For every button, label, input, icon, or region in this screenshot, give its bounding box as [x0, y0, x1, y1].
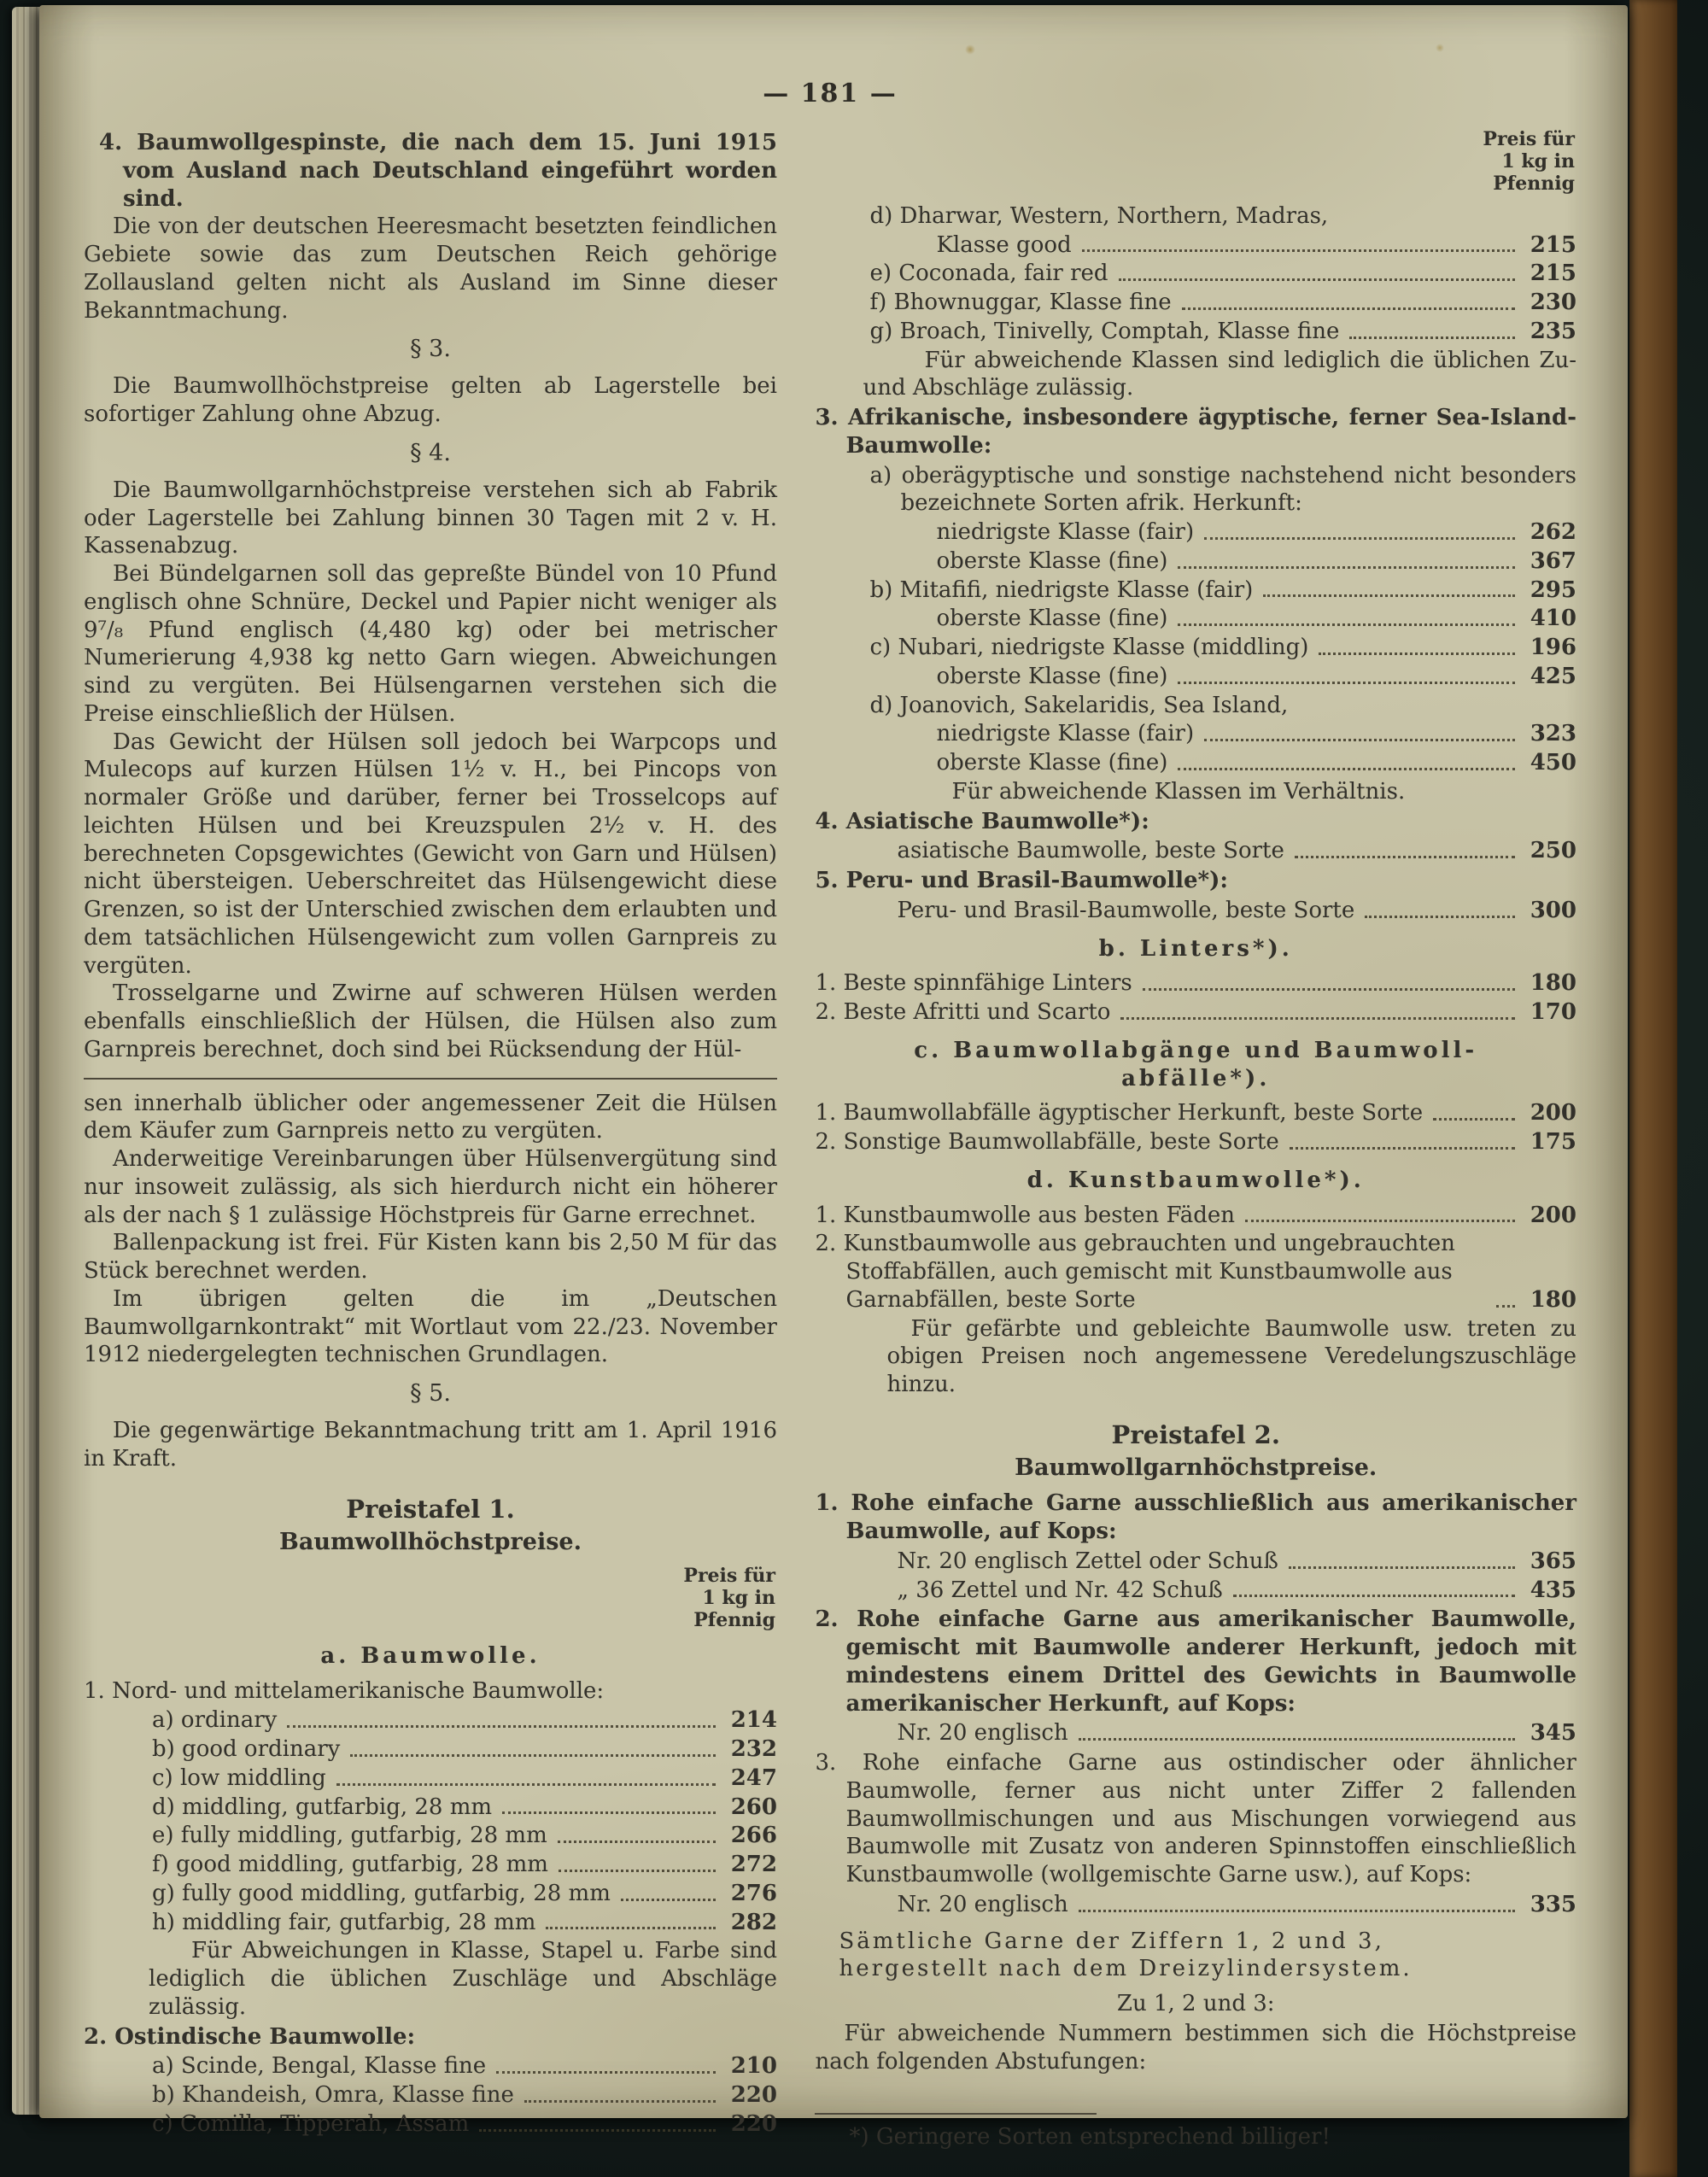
kunstbaumwolle-note: Für gefärbte und gebleichte Baumwolle usw. treten zu obigen Preisen noch angemessene Veredelungszuschläge hinzu.: [886, 1315, 1576, 1398]
dot-leader: [1079, 1738, 1515, 1741]
dot-leader: [1178, 768, 1515, 770]
price-label: e) Coconada, fair red: [869, 260, 1108, 287]
price-value: 220: [730, 2082, 777, 2109]
price-table-1-title: Preistafel 1.: [346, 1494, 515, 1524]
price-table-2-subtitle: Baumwollgarnhöchstpreise.: [1015, 1454, 1378, 1482]
price-row: [84, 1822, 777, 1850]
price-row: [815, 605, 1576, 633]
price-label: 2. Kunstbaumwolle aus gebrauchten und ungebrauchten Stoffabfällen, auch gemischt mit Kunstbaumwolle aus Garnabfällen, beste Sorte: [815, 1231, 1455, 1313]
price-label: niedrigste Klasse (fair): [936, 519, 1195, 546]
dot-leader: [1289, 1566, 1515, 1569]
continuation-paragraph-1: sen innerhalb üblicher oder angemessener Zeit die Hülsen dem Käufer zum Garnpreis netto zu vergüten.: [84, 1090, 777, 1144]
price-label: 1. Kunstbaumwolle aus besten Fäden: [815, 1202, 1236, 1228]
price-label: oberste Klasse (fine): [936, 750, 1168, 776]
dot-leader: [1295, 856, 1515, 858]
book-page-edges: [12, 7, 41, 2115]
left-column: [84, 129, 777, 2139]
price-label: Peru- und Brasil-Baumwolle, beste Sorte: [897, 897, 1355, 923]
section-3-text: Die Baumwollhöchstpreise gelten ab Lagerstelle bei sofortiger Zahlung ohne Abzug.: [84, 373, 777, 428]
price-unit-header: [84, 1565, 775, 1632]
closing-line-1: Sämtliche Garne der Ziffern 1, 2 und 3,: [839, 1928, 1384, 1954]
dot-leader: [559, 1870, 716, 1872]
price-row: [815, 1099, 1576, 1127]
group-4-heading: 4. Asiatische Baumwolle*):: [815, 808, 1149, 834]
two-column-layout: [84, 129, 1576, 2151]
section-4-paragraph-1: Die Baumwollgarnhöchstpreise verstehen sich ab Fabrik oder Lagerstelle bei Zahlung binnen 30 Tagen mit 2 v. H. Kassenabzug.: [84, 477, 777, 559]
price-row: [84, 2081, 777, 2110]
price-row: [84, 1764, 777, 1793]
price-value: 215: [1530, 260, 1576, 287]
dot-leader: [1178, 623, 1515, 626]
price-row: [84, 2052, 777, 2080]
price-label: g) fully good middling, gutfarbig, 28 mm: [152, 1880, 611, 1906]
table-2-item-3-heading: 3. Rohe einfache Garne aus ostindischer oder ähnlicher Baumwolle, ferner aus nicht unter Ziffer 2 fallenden Baumwollmischungen und aus Mischungen vorwiegend aus Baumwolle mit Zusatz von anderen Spinnstoffen einschließlich Kunstbaumwolle (wollgemischte Garne usw.), auf Kops:: [815, 1750, 1576, 1888]
dot-leader: [502, 1811, 716, 1814]
price-value: 247: [730, 1764, 777, 1791]
price-row: [815, 663, 1576, 691]
price-row: [815, 1577, 1576, 1605]
price-label: 1. Baumwollabfälle ägyptischer Herkunft, beste Sorte: [815, 1100, 1424, 1127]
price-label: asiatische Baumwolle, beste Sorte: [897, 838, 1284, 864]
price-row: [815, 634, 1576, 662]
price-row: [815, 1719, 1576, 1747]
price-row: [84, 1851, 777, 1879]
table-2-item-1-heading: 1. Rohe einfache Garne ausschließlich aus amerikanischer Baumwolle, auf Kops:: [815, 1490, 1576, 1545]
section-d-heading: d. Kunstbaumwolle*).: [1027, 1167, 1365, 1193]
price-value: 282: [730, 1909, 777, 1935]
dot-leader: [336, 1783, 716, 1786]
price-label: oberste Klasse (fine): [936, 606, 1168, 632]
dot-leader: [1082, 249, 1515, 252]
price-row: [815, 1202, 1576, 1230]
dot-leader: [479, 2129, 716, 2132]
price-value: 230: [1530, 290, 1576, 316]
price-value: 175: [1530, 1129, 1576, 1156]
price-unit-line: Preis für: [683, 1565, 775, 1588]
price-row: [815, 1128, 1576, 1156]
price-row: [815, 547, 1576, 576]
right-column: [815, 129, 1576, 2151]
price-row: [84, 1794, 777, 1822]
price-row-pre-line: d) Joanovich, Sakelaridis, Sea Island,: [869, 692, 1289, 718]
price-unit-line: Preis für: [1483, 128, 1575, 150]
price-label: f) Bhownuggar, Klasse fine: [869, 290, 1172, 316]
footnote-rule: [815, 2113, 1097, 2115]
price-value: 345: [1530, 1720, 1576, 1747]
price-label: 2. Beste Afritti und Scarto: [815, 999, 1111, 1026]
price-label: 1. Beste spinnfähige Linters: [815, 970, 1132, 997]
price-row: [815, 749, 1576, 777]
price-row: [815, 897, 1576, 925]
price-row: [815, 1891, 1576, 1919]
dot-leader: [1143, 988, 1515, 991]
dot-leader: [546, 1927, 716, 1929]
price-label: 2. Sonstige Baumwollabfälle, beste Sorte: [815, 1129, 1279, 1156]
price-row: [815, 837, 1576, 865]
section-c-heading-line-1: c. Baumwollabgänge und Baumwoll-: [914, 1037, 1478, 1063]
price-label: e) fully middling, gutfarbig, 28 mm: [152, 1823, 547, 1849]
dot-leader: [1263, 594, 1515, 597]
price-row: [815, 998, 1576, 1027]
dot-leader: [1349, 336, 1515, 339]
price-value: 200: [1530, 1202, 1576, 1228]
book-cover-edge: [1629, 0, 1677, 2177]
price-label: niedrigste Klasse (fair): [936, 721, 1195, 747]
price-row: [815, 720, 1576, 748]
group-3-heading: 3. Afrikanische, insbesondere ägyptische, ferner Sea-Island-Baumwolle:: [815, 405, 1576, 459]
dot-leader: [1245, 1220, 1515, 1222]
price-value: 295: [1530, 576, 1576, 603]
final-paragraph: Für abweichende Nummern bestimmen sich die Höchstpreise nach folgenden Abstufungen:: [815, 2020, 1576, 2075]
price-value: 235: [1530, 318, 1576, 344]
price-value: 232: [730, 1736, 777, 1763]
price-row-pre-line: d) Dharwar, Western, Northern, Madras,: [869, 202, 1329, 229]
section-4-heading: § 4.: [410, 439, 451, 466]
price-value: 220: [730, 2110, 777, 2137]
price-value: 260: [730, 1794, 777, 1820]
page-content: [39, 5, 1628, 2151]
price-row: [84, 1706, 777, 1735]
price-value: 180: [1530, 1286, 1576, 1313]
price-label: Nr. 20 englisch Zettel oder Schuß: [897, 1548, 1278, 1574]
section-4-paragraph-3: Das Gewicht der Hülsen soll jedoch bei Warpcops und Mulecops auf kurzen Hülsen 1½ v. H., bei Pincops von normaler Größe und darüber, ferner bei Trosselcops auf leichten Hülsen und bei Kreuzspulen 2½ v. H. des berechneten Copsgewichtes (Gewicht von Garn und Hülsen) nicht übersteigen. Ueberschreitet das Hülsengewicht diese Grenzen, so ist der Unterschied zwischen dem erlaubten und dem tatsächlichen Hülsengewicht zum vollen Garnpreis zu vergüten.: [84, 729, 777, 979]
price-label: c) Nubari, niedrigste Klasse (middling): [869, 635, 1309, 661]
footnote-block: [815, 2113, 1576, 2151]
price-value: 425: [1530, 663, 1576, 689]
price-value: 266: [730, 1823, 777, 1849]
price-row: [815, 518, 1576, 547]
list-item-4: 4. Baumwollgespinste, die nach dem 15. Juni 1915 vom Ausland nach Deutschland eingeführt worden sind.: [99, 130, 777, 212]
price-unit-header: [815, 129, 1575, 196]
dot-leader: [1178, 566, 1515, 569]
price-value: 435: [1530, 1577, 1576, 1603]
price-label: a) Scinde, Bengal, Klasse fine: [152, 2053, 487, 2080]
paragraph-occupied-territories: Die von der deutschen Heeresmacht besetzten feindlichen Gebiete sowie das zum Deutschen Reich gehörige Zollausland gelten nicht als Ausland im Sinne dieser Bekanntmachung.: [84, 214, 777, 324]
dot-leader: [1290, 1147, 1515, 1150]
price-value: 196: [1530, 635, 1576, 661]
price-label: oberste Klasse (fine): [936, 547, 1168, 574]
price-unit-line: 1 kg in: [1501, 149, 1575, 173]
price-table-1-subtitle: Baumwollhöchstpreise.: [279, 1529, 582, 1556]
dot-leader: [496, 2071, 716, 2074]
price-row: [84, 1909, 777, 1937]
price-label: „ 36 Zettel und Nr. 42 Schuß: [897, 1577, 1223, 1603]
price-label: Nr. 20 englisch: [897, 1720, 1068, 1747]
price-unit-line: 1 kg in: [702, 1587, 775, 1610]
table-2-item-2-heading: 2. Rohe einfache Garne aus amerikanischer Baumwolle, gemischt mit Baumwolle anderer Herkunft, jedoch mit mindestens einem Drittel des Gewichts in Baumwolle amerikanischer Herkunft, auf Kops:: [815, 1606, 1576, 1717]
continuation-paragraph-2: Anderweitige Vereinbarungen über Hülsenvergütung sind nur insoweit zulässig, als sich hierdurch nicht ein höherer als der nach § 1 zulässige Höchstpreis für Garne errechnet.: [84, 1146, 777, 1228]
price-row: [815, 576, 1576, 605]
section-5-text: Die gegenwärtige Bekanntmachung tritt am 1. April 1916 in Kraft.: [84, 1418, 777, 1472]
price-label: b) Mitafifi, niedrigste Klasse (fair): [869, 576, 1254, 603]
price-label: a) ordinary: [152, 1707, 278, 1734]
dot-leader: [1496, 1305, 1515, 1308]
price-row: [815, 1548, 1576, 1576]
price-value: 272: [730, 1852, 777, 1878]
section-a-heading: a. Baumwolle.: [320, 1642, 541, 1669]
dot-leader: [1204, 739, 1515, 741]
price-label: oberste Klasse (fine): [936, 663, 1168, 689]
price-row: [84, 1735, 777, 1764]
price-value: 300: [1530, 897, 1576, 923]
price-label: b) Khandeish, Omra, Klasse fine: [152, 2082, 514, 2109]
price-label: h) middling fair, gutfarbig, 28 mm: [152, 1909, 536, 1935]
price-row: [84, 1880, 777, 1908]
group-5-heading: 5. Peru- und Brasil-Baumwolle*):: [815, 868, 1228, 894]
price-row: [815, 969, 1576, 998]
price-label: d) middling, gutfarbig, 28 mm: [152, 1794, 493, 1820]
dot-leader: [1233, 1595, 1515, 1597]
price-value: 335: [1530, 1891, 1576, 1917]
price-label: f) good middling, gutfarbig, 28 mm: [152, 1852, 548, 1878]
price-value: 450: [1530, 750, 1576, 776]
price-value: 365: [1530, 1548, 1576, 1574]
price-value: 250: [1530, 838, 1576, 864]
price-label: Klasse good: [936, 231, 1072, 258]
price-value: 200: [1530, 1100, 1576, 1127]
price-value: 210: [730, 2053, 777, 2080]
dot-leader: [1319, 653, 1515, 655]
price-row: [84, 2110, 777, 2139]
price-value: 170: [1530, 999, 1576, 1026]
continuation-paragraph-3: Ballenpackung ist frei. Für Kisten kann bis 2,50 M für das Stück berechnet werden.: [84, 1230, 777, 1285]
price-value: 323: [1530, 721, 1576, 747]
price-label: c) low middling: [152, 1764, 326, 1791]
dot-leader: [1365, 916, 1515, 918]
price-value: 367: [1530, 547, 1576, 574]
price-row: [815, 318, 1576, 346]
dot-leader: [524, 2100, 716, 2103]
price-row: [815, 231, 1576, 260]
section-5-heading: § 5.: [410, 1380, 451, 1407]
dot-leader: [350, 1754, 716, 1757]
price-value: 214: [730, 1707, 777, 1734]
zu-heading: Zu 1, 2 und 3:: [1116, 1991, 1275, 2017]
group-3-note: Für abweichende Klassen im Verhältnis.: [951, 778, 1406, 805]
price-label: b) good ordinary: [152, 1736, 341, 1763]
dot-leader: [1120, 1017, 1515, 1020]
price-value: 262: [1530, 519, 1576, 546]
closing-line-2: hergestellt nach dem Dreizylindersystem.: [839, 1956, 1413, 1982]
dot-leader: [558, 1841, 716, 1843]
price-row: [815, 260, 1576, 288]
section-3-heading: § 3.: [410, 336, 451, 363]
section-b-heading: b. Linters*).: [1098, 935, 1293, 962]
group-3a-intro: a) oberägyptische und sonstige nachstehend nicht besonders bezeichnete Sorten afrik. Herkunft:: [869, 462, 1576, 517]
price-unit-line: Pfennig: [693, 1609, 775, 1631]
price-value: 276: [730, 1880, 777, 1906]
group-1-note: Für Abweichungen in Klasse, Stapel u. Farbe sind lediglich die üblichen Zuschläge und Abschläge zulässig.: [149, 1938, 777, 2020]
dot-leader: [1433, 1118, 1515, 1121]
price-unit-line: Pfennig: [1493, 172, 1575, 195]
dot-leader: [621, 1899, 716, 1901]
section-4-paragraph-4: Trosselgarne und Zwirne auf schweren Hülsen werden ebenfalls einschließlich der Hülsen, die Hülsen also zum Garnpreis berechnet, doch sind bei Rücksendung der Hül-: [84, 980, 777, 1062]
price-value: 410: [1530, 606, 1576, 632]
section-4-paragraph-2: Bei Bündelgarnen soll das gepreßte Bündel von 10 Pfund englisch ohne Schnüre, Deckel und Papier nicht weniger als 9⁷/₈ Pfund englisch (4,480 kg) oder bei metrischer Numerierung 4,938 kg netto Garn wiegen. Abweichungen sind zu vergüten. Bei Hülsengarnen verstehen sich die Preise einschließlich der Hülsen.: [84, 561, 777, 727]
price-label: g) Broach, Tinivelly, Comptah, Klasse fine: [869, 318, 1340, 344]
group-1-heading: 1. Nord- und mittelamerikanische Baumwolle:: [84, 1677, 605, 1704]
group-2-heading: 2. Ostindische Baumwolle:: [84, 2023, 416, 2050]
dot-leader: [287, 1725, 716, 1728]
footnote-text: *) Geringere Sorten entsprechend billiger!: [849, 2124, 1331, 2151]
price-label: c) Comilla, Tipperah, Assam: [152, 2110, 470, 2137]
price-value: 180: [1530, 970, 1576, 997]
group-2-continuation-note: Für abweichende Klassen sind lediglich die üblichen Zu- und Abschläge zulässig.: [863, 347, 1576, 401]
section-c-heading-line-2: abfälle*).: [1121, 1065, 1271, 1091]
price-row: [815, 1230, 1576, 1314]
continuation-paragraph-4: Im übrigen gelten die im „Deutschen Baumwollgarnkontrakt“ mit Wortlaut vom 22./23. November 1912 niedergelegten technischen Grundlagen.: [84, 1285, 777, 1368]
dot-leader: [1204, 537, 1515, 540]
dot-leader: [1182, 307, 1515, 310]
dot-leader: [1119, 278, 1515, 281]
price-row: [815, 289, 1576, 317]
dot-leader: [1178, 682, 1515, 684]
price-label: Nr. 20 englisch: [897, 1891, 1068, 1917]
price-table-2-title: Preistafel 2.: [1111, 1419, 1280, 1449]
footnote-separator-rule: [84, 1078, 777, 1080]
scanned-page: [39, 5, 1628, 2151]
price-value: 215: [1530, 231, 1576, 258]
dot-leader: [1079, 1910, 1515, 1912]
page-number: — 181 —: [763, 79, 898, 108]
